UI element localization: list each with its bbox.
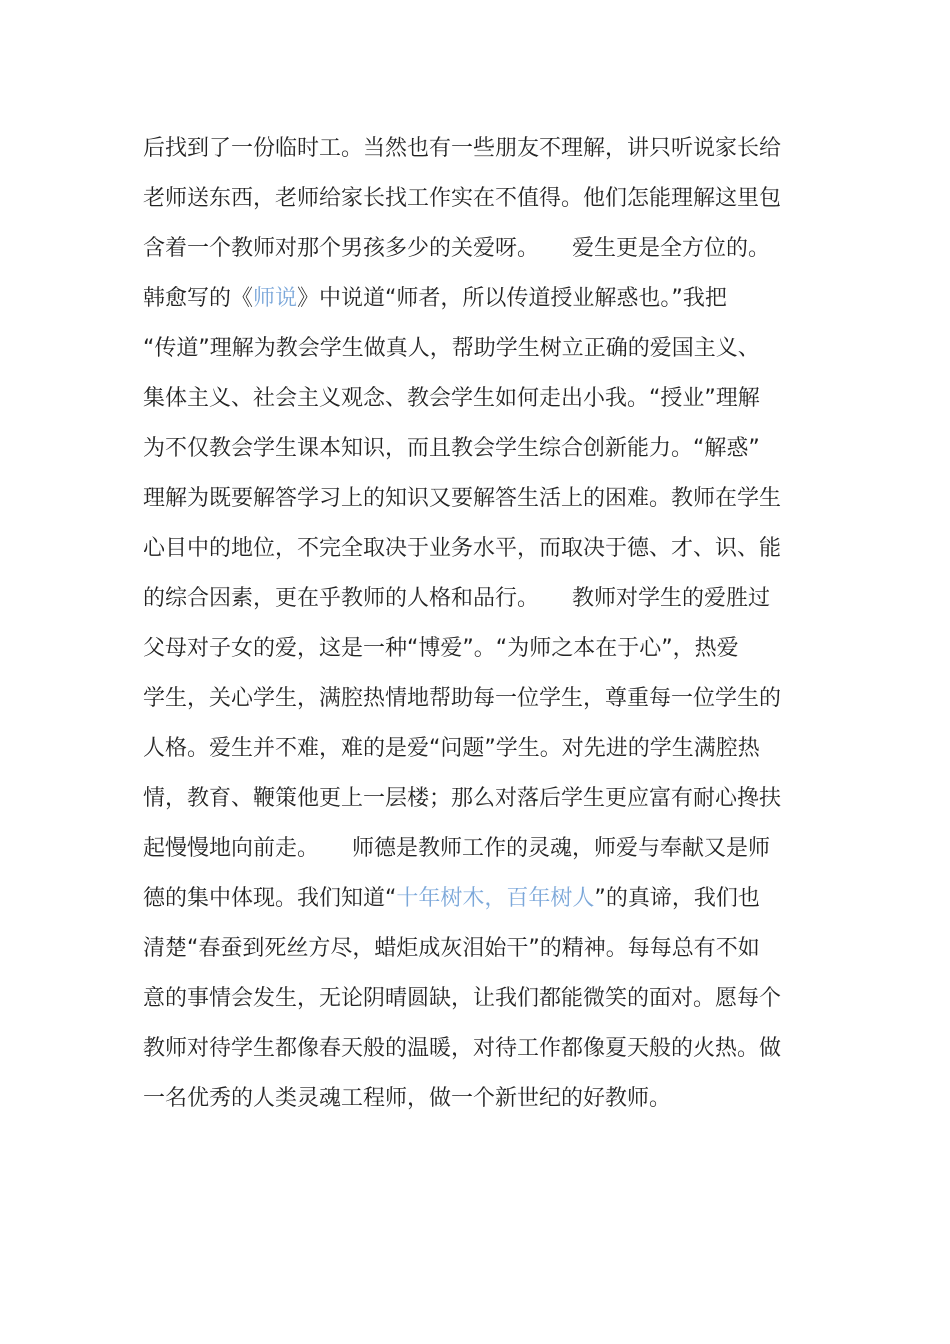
proverb-link[interactable]: 十年树木，百年树人	[396, 886, 595, 911]
text-line	[143, 274, 813, 324]
text-segment: ”的真谛，我们也	[594, 886, 760, 911]
text-line: 起慢慢地向前走。 师德是教师工作的灵魂，师爱与奉献又是师	[143, 836, 771, 861]
text-line	[143, 874, 813, 924]
text-line: 情，教育、鞭策他更上一层楼；那么对落后学生更应富有耐心搀扶	[143, 786, 782, 811]
text-line: 心目中的地位，不完全取决于业务水平，而取决于德、才、识、能	[143, 536, 782, 561]
text-line: 老师送东西，老师给家长找工作实在不值得。他们怎能理解这里包	[143, 186, 782, 211]
text-line: 清楚“春蚕到死丝方尽，蜡炬成灰泪始干”的精神。每每总有不如	[143, 936, 760, 961]
text-line: 学生，关心学生，满腔热情地帮助每一位学生，尊重每一位学生的	[143, 686, 782, 711]
text-line: 人格。爱生并不难，难的是爱“问题”学生。对先进的学生满腔热	[143, 736, 760, 761]
text-line: 教师对待学生都像春天般的温暖，对待工作都像夏天般的火热。做	[143, 1036, 782, 1061]
text-line: 后找到了一份临时工。当然也有一些朋友不理解，讲只听说家长给	[143, 136, 782, 161]
text-line: “传道”理解为教会学生做真人，帮助学生树立正确的爱国主义、	[143, 336, 760, 361]
text-line: 含着一个教师对那个男孩多少的关爱呀。 爱生更是全方位的。	[143, 236, 771, 261]
text-line: 父母对子女的爱，这是一种“博爱”。“为师之本在于心”，热爱	[143, 636, 739, 661]
text-line: 为不仅教会学生课本知识，而且教会学生综合创新能力。“解惑”	[143, 436, 760, 461]
text-line: 一名优秀的人类灵魂工程师，做一个新世纪的好教师。	[143, 1086, 672, 1111]
text-segment: 》中说道“师者，所以传道授业解惑也。”我把	[297, 286, 727, 311]
text-segment: 韩愈写的《	[143, 286, 254, 311]
text-line: 理解为既要解答学习上的知识又要解答生活上的困难。教师在学生	[143, 486, 782, 511]
body-text	[143, 124, 813, 1124]
text-line: 的综合因素，更在乎教师的人格和品行。 教师对学生的爱胜过	[143, 586, 771, 611]
shishuo-link[interactable]: 师说	[253, 286, 298, 311]
text-segment: 德的集中体现。我们知道“	[143, 886, 397, 911]
text-line: 集体主义、社会主义观念、教会学生如何走出小我。“授业”理解	[143, 386, 760, 411]
text-line: 意的事情会发生，无论阴晴圆缺，让我们都能微笑的面对。愿每个	[143, 986, 782, 1011]
